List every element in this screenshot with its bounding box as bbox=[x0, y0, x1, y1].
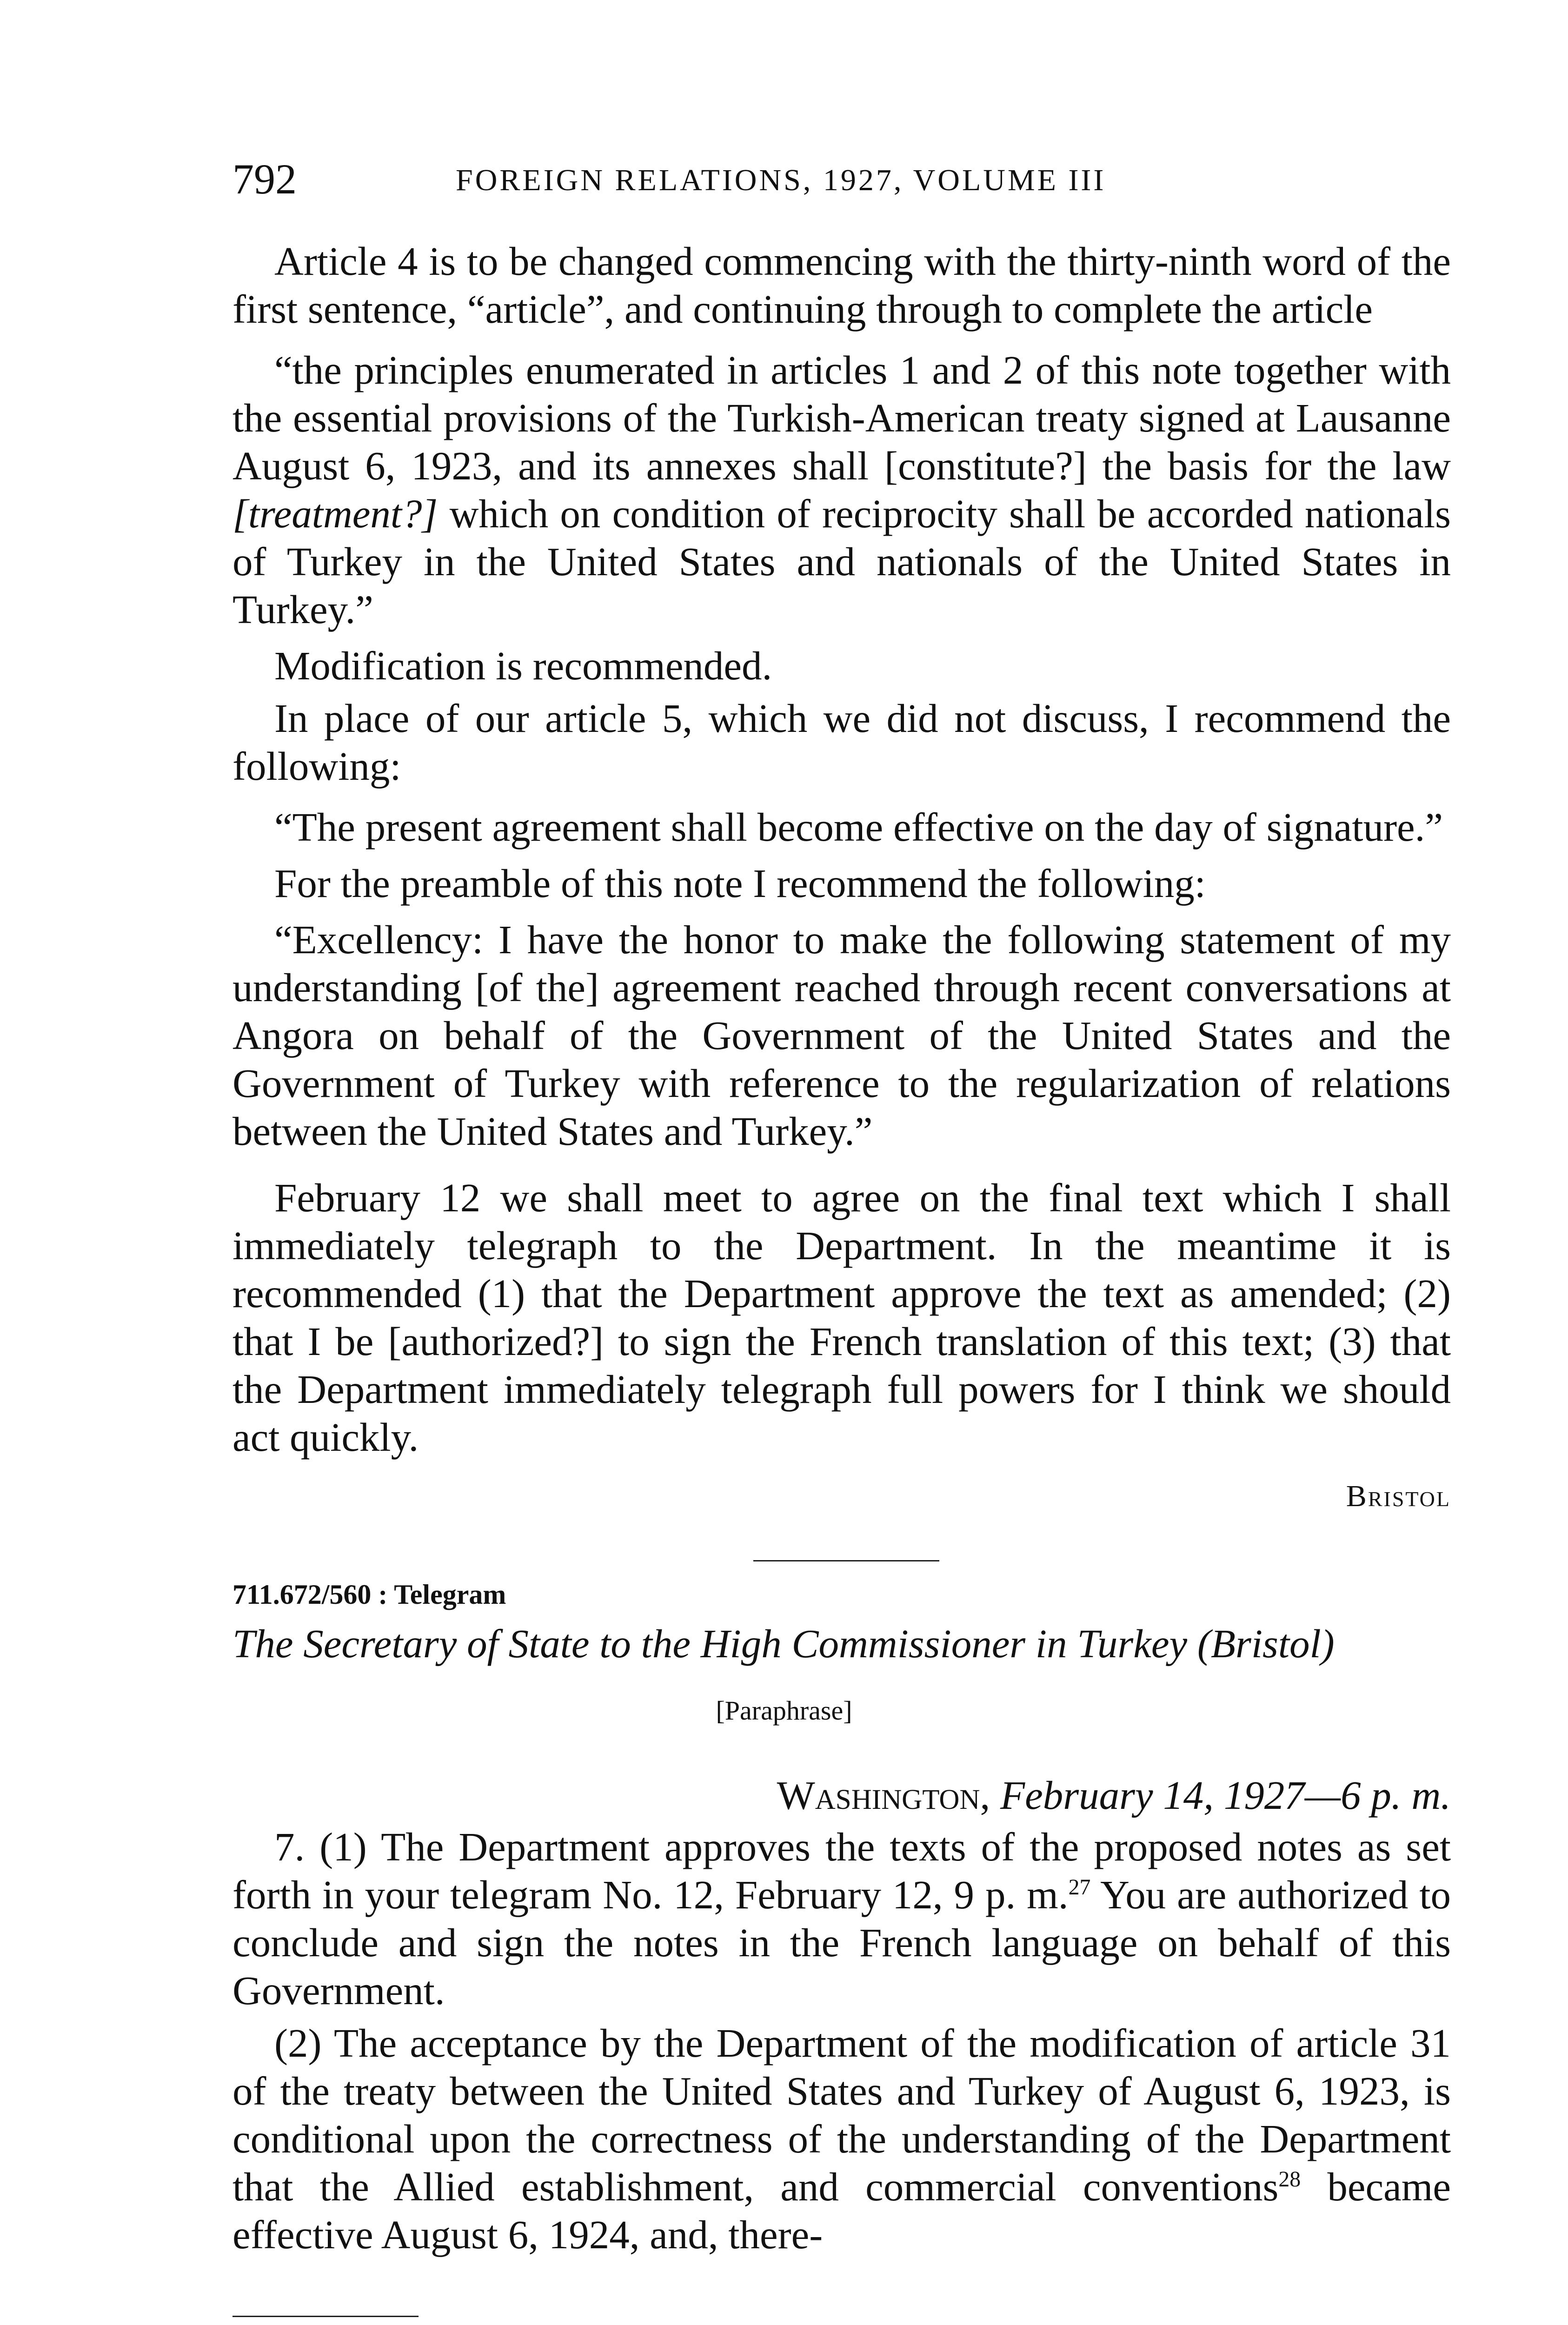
quote-excellency: “Excellency: I have the honor to make the following statement of my understanding [of the] agreement reached through recent conversations at Angora on behalf of the Government of the United States and the Government of Turkey with reference to the regularization of relations between the United States and Turkey.” bbox=[233, 917, 1451, 1154]
paragraph-part: 7. (1) The Department approves the texts of the proposed notes as set forth in your telegram No. 12, February 12, 9 p. m. bbox=[233, 1824, 1451, 1917]
paraphrase-label: [Paraphrase] bbox=[716, 1695, 852, 1726]
footnote-ref-28: 28 bbox=[1278, 2167, 1301, 2192]
paragraph-part: You are authorized to conclude and sign the notes in the French language on behalf of this Government. bbox=[233, 1872, 1451, 2013]
document-reference: 711.672/560 : Telegram bbox=[233, 1579, 506, 1610]
paragraph-february-12: February 12 we shall meet to agree on the final text which I shall immediately telegraph to the Department. In the meantime it is recommended (1) that the Department approve the text as amended; (2) that I be [authorized?] to sign the French translation of this text; (3) that the Department immediately telegraph full powers for I think we should act quickly. bbox=[233, 1175, 1451, 1460]
quote-part: “the principles enumerated in articles 1 and 2 of this note together with the essential provisions of the Turkish-American treaty signed at Lausanne August 6, 1923, and its annexes shall [constitute?] the basis for the law bbox=[233, 347, 1451, 488]
footnote-ref-27: 27 bbox=[1068, 1875, 1091, 1900]
section-divider bbox=[753, 1560, 939, 1561]
document-title: The Secretary of State to the High Commissioner in Turkey (Bristol) bbox=[233, 1621, 1335, 1666]
paragraph-preamble: For the preamble of this note I recommend the following: bbox=[274, 861, 1206, 906]
dateline bbox=[777, 1772, 1451, 1819]
dateline-date: February 14, 1927—6 p. m. bbox=[1000, 1773, 1451, 1818]
paragraph-acceptance bbox=[233, 2019, 1451, 2259]
paragraph-approval bbox=[233, 1823, 1451, 2014]
quote-part: which on condition of reciprocity shall be accorded nationals of Turkey in the United States and nationals of the United States in Turkey.” bbox=[233, 491, 1451, 632]
paragraph-article-5: In place of our article 5, which we did not discuss, I recommend the following: bbox=[233, 696, 1451, 789]
dateline-place: Washington, bbox=[777, 1773, 990, 1818]
body-text-lower bbox=[233, 1823, 1451, 2259]
running-head: FOREIGN RELATIONS, 1927, VOLUME III bbox=[456, 163, 1106, 197]
paragraph-part: became effective August 6, 1924, and, there- bbox=[233, 2164, 1451, 2257]
quote-effective-date: “The present agreement shall become effective on the day of signature.” bbox=[274, 804, 1443, 850]
quote-bracket-treatment: [treatment?] bbox=[233, 491, 438, 536]
paragraph-article-4: Article 4 is to be changed commencing with the thirty-ninth word of the first sentence, “article”, and continuing through to complete the article bbox=[233, 239, 1451, 332]
paragraph-part: (2) The acceptance by the Department of the modification of article 31 of the treaty between the United States and Turkey of August 6, 1923, is conditional upon the correctness of the understanding of the Department that the Allied establishment, and commercial conventions bbox=[233, 2020, 1451, 2209]
paragraph-modification: Modification is recommended. bbox=[274, 643, 772, 688]
footnote-rule bbox=[233, 2316, 419, 2317]
page-number: 792 bbox=[233, 155, 297, 203]
quote-article-4 bbox=[233, 346, 1451, 633]
body-text-upper bbox=[233, 237, 1451, 1461]
signature-bristol: Bristol bbox=[1346, 1479, 1451, 1513]
page-header bbox=[233, 153, 1451, 205]
